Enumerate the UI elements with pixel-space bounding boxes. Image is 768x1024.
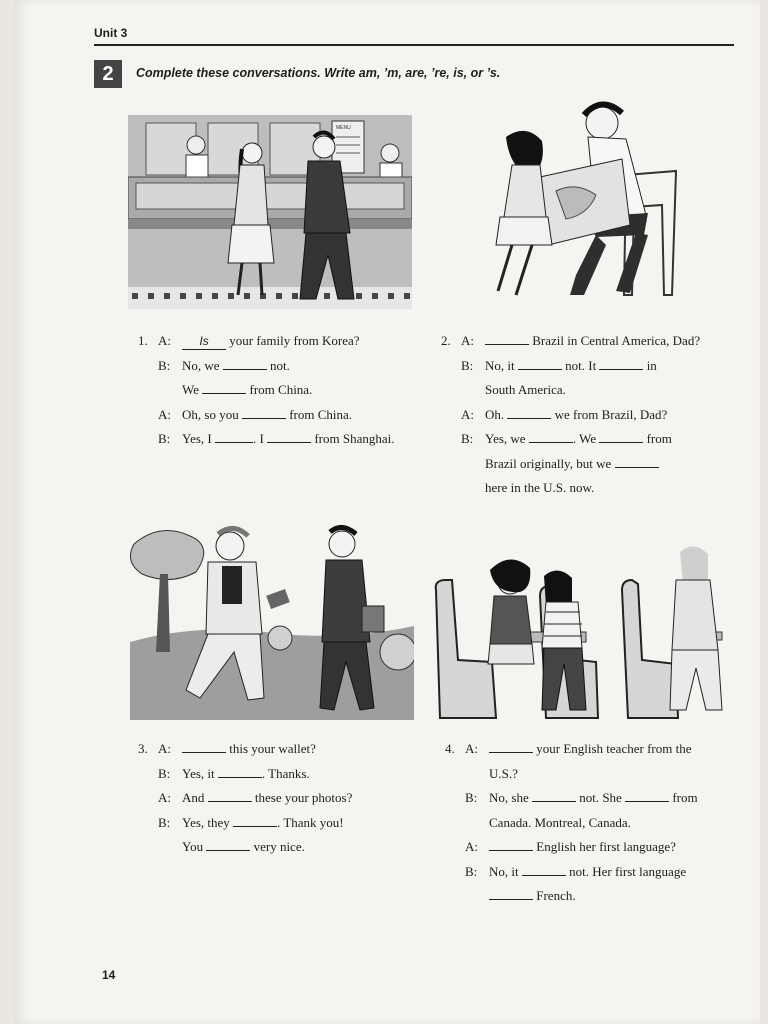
speaker-label: B: xyxy=(461,357,474,373)
exercise-number: 2 xyxy=(94,60,122,88)
conversation-number: 2. xyxy=(441,333,451,348)
speaker-label: A: xyxy=(461,406,474,422)
answer-blank[interactable] xyxy=(532,788,576,802)
answer-blank[interactable] xyxy=(489,739,533,753)
speaker-label: A: xyxy=(158,790,171,805)
speaker-label: B: xyxy=(465,863,478,879)
answer-blank[interactable] xyxy=(206,837,250,851)
conversation-line: B: Yes, we . We from xyxy=(441,427,741,452)
conversation-line: 2. A: Brazil in Central America, Dad? xyxy=(441,329,741,354)
speaker-label: A: xyxy=(158,406,171,422)
conversation-line: French. xyxy=(445,884,745,909)
menu-sign-label: MENU xyxy=(336,125,351,131)
speaker-label: B: xyxy=(465,790,478,805)
speaker-label: A: xyxy=(461,333,474,348)
conversation-line: Canada. Montreal, Canada. xyxy=(489,814,631,830)
answer-blank[interactable] xyxy=(267,429,311,443)
answer-blank[interactable] xyxy=(208,788,252,802)
restaurant-booth-illustration xyxy=(432,540,724,720)
answer-blank[interactable] xyxy=(215,429,253,443)
header-rule xyxy=(94,44,734,46)
conversation-line: B: No, she not. She from xyxy=(445,786,745,811)
answer-blank[interactable] xyxy=(599,429,643,443)
answer-blank[interactable] xyxy=(242,405,286,419)
speaker-label: A: xyxy=(158,333,171,348)
conversation-line: B: No, it not. Her first language xyxy=(445,860,745,885)
conversation-number: 1. xyxy=(138,333,148,348)
wallet-return-illustration xyxy=(130,522,414,720)
speaker-label: A: xyxy=(465,741,478,756)
answer-blank[interactable] xyxy=(518,356,562,370)
answer-blank[interactable] xyxy=(223,356,267,370)
answer-blank[interactable] xyxy=(489,837,533,851)
answer-blank[interactable] xyxy=(233,813,277,827)
answer-blank[interactable] xyxy=(529,429,573,443)
conversation-line: B: Yes, they . Thank you! xyxy=(138,811,434,836)
conversation-line: A: Oh, so you from China. xyxy=(138,403,434,428)
conversation-4 xyxy=(445,737,745,909)
answer-blank[interactable] xyxy=(485,331,529,345)
conversation-line: Brazil originally, but we xyxy=(441,452,741,477)
father-daughter-map-illustration xyxy=(476,95,686,309)
answer-blank[interactable] xyxy=(507,405,551,419)
conversation-line: South America. xyxy=(485,382,566,397)
conversation-line: B: No, it not. It in xyxy=(441,354,741,379)
speaker-label: A: xyxy=(158,741,171,756)
page-number: 14 xyxy=(102,968,116,982)
speaker-label: A: xyxy=(465,839,478,854)
conversation-2 xyxy=(441,329,741,501)
conversation-line: B: No, we not. xyxy=(138,354,434,379)
conversation-line: 3. A: this your wallet? xyxy=(138,737,434,762)
conversation-line: A: And these your photos? xyxy=(138,786,434,811)
conversation-line: 4. A: your English teacher from the xyxy=(445,737,745,762)
speaker-label: B: xyxy=(158,431,171,446)
speaker-label: B: xyxy=(461,431,474,446)
conversation-number: 3. xyxy=(138,741,148,756)
conversation-line: here in the U.S. now. xyxy=(485,480,595,495)
answer-blank[interactable] xyxy=(182,739,226,753)
conversation-line: B: Yes, I . I from Shanghai. xyxy=(138,427,434,452)
answer-blank[interactable] xyxy=(489,886,533,900)
conversation-line: A: English her first language? xyxy=(445,835,745,860)
conversation-line: A: Oh. we from Brazil, Dad? xyxy=(441,403,741,428)
cafeteria-scene-illustration xyxy=(128,115,412,309)
answer-blank[interactable] xyxy=(522,862,566,876)
unit-label: Unit 3 xyxy=(94,26,128,40)
speaker-label: B: xyxy=(158,814,171,830)
speaker-label: B: xyxy=(158,765,171,781)
conversation-3 xyxy=(138,737,434,860)
answer-blank[interactable] xyxy=(625,788,669,802)
answer-blank[interactable] xyxy=(599,356,643,370)
workbook-page xyxy=(14,0,760,1024)
conversation-1 xyxy=(138,329,434,452)
answer-blank[interactable] xyxy=(218,764,262,778)
conversation-line: 1. A: Is your family from Korea? xyxy=(138,329,434,354)
conversation-line: B: Yes, it . Thanks. xyxy=(138,762,434,787)
conversation-line: We from China. xyxy=(182,382,313,397)
conversation-number: 4. xyxy=(445,741,455,756)
answer-blank[interactable]: Is xyxy=(182,336,226,350)
exercise-instruction: Complete these conversations. Write am, ’m, are, ’re, is, or ’s. xyxy=(136,66,501,80)
answer-blank[interactable] xyxy=(615,454,659,468)
conversation-line: You very nice. xyxy=(182,839,305,854)
conversation-line: U.S.? xyxy=(489,765,518,781)
answer-blank[interactable] xyxy=(202,380,246,394)
speaker-label: B: xyxy=(158,357,171,373)
